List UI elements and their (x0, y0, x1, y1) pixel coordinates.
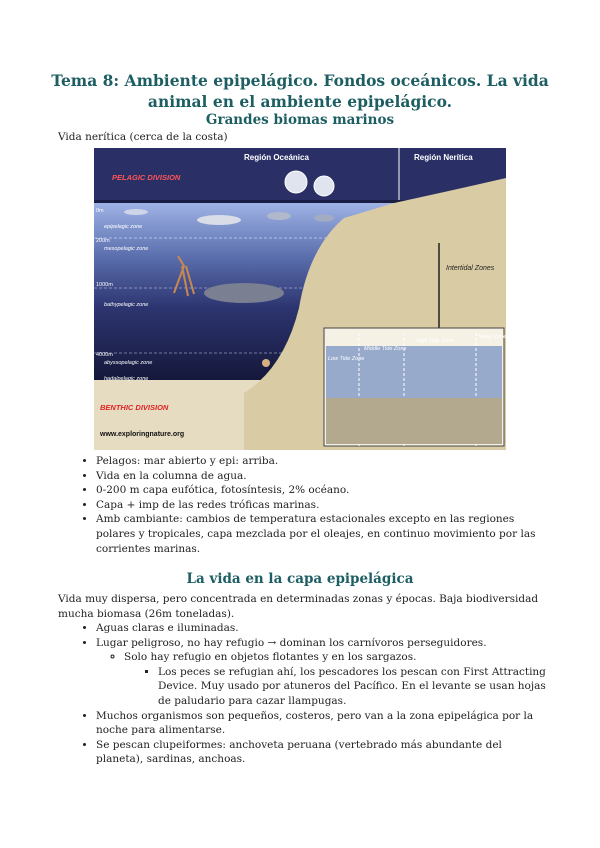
page-title: Tema 8: Ambiente epipelágico. Fondos oceánicos. La vida animal en el ambiente epipelágico. (51, 71, 549, 111)
sperm-whale (204, 283, 284, 303)
plankton-circle (285, 171, 307, 193)
credit-label: www.exploringnature.org (100, 431, 185, 438)
high-tide-label: High Tide Zone (416, 338, 454, 344)
benthic-division-label: BENTHIC DIVISION (100, 403, 169, 412)
tide-rocks (326, 398, 502, 444)
list-item: • Aguas claras e iluminadas. (96, 621, 548, 636)
region-oceanica-label: Región Oceánica (244, 153, 309, 162)
sub-sub-list-item: ▪ Los peces se refugian ahí, los pescadores los pescan con First Attracting Device. Muy usado por atuneros del Pacífico. En el levante se usan hojas de paludario para cazar llampugas. (158, 665, 548, 709)
zone-hadalpelagic: hadalpelagic zone (104, 376, 149, 382)
list-item: • Amb cambiante: cambios de temperatura estacionales excepto en las regiones polares y tropicales, capa mezclada por el oleajes, en continuo movimiento por las corrientes marinas. (96, 512, 548, 556)
depth-200m: 200m (96, 238, 110, 244)
fish (314, 215, 334, 222)
pelagic-division-label: PELAGIC DIVISION (112, 173, 181, 182)
list-item: • 0-200 m capa eufótica, fotosíntesis, 2% océano. (96, 483, 548, 498)
list-item: • Vida en la columna de agua. (96, 469, 548, 484)
list-item: • Se pescan clupeiformes: anchoveta peruana (vertebrado más abundante del planeta), sardinas, anchoas. (96, 738, 548, 767)
zone-bathypelagic: bathypelagic zone (104, 302, 149, 308)
section-heading-biomas: Grandes biomas marinos (205, 112, 395, 128)
depth-4000m: 4000m (96, 352, 113, 358)
list-item-text: Lugar peligroso, no hay refugio → dominan los carnívoros perseguidores. (96, 636, 487, 649)
dolphin (124, 209, 148, 215)
whale (197, 215, 241, 225)
depth-1000m: 1000m (96, 282, 113, 288)
sub-list-item (124, 650, 548, 708)
zone-epipelagic: epipelagic zone (104, 224, 143, 230)
list-item: • Pelagos: mar abierto y epi: arriba. (96, 454, 548, 469)
depth-0m: 0m (96, 208, 104, 214)
plankton-circle (314, 176, 334, 196)
spray-zone-label: Spray Zone (478, 334, 506, 340)
section2-intro: Vida muy dispersa, pero concentrada en determinadas zonas y épocas. Baja biodiversidad mucha biomasa (26m toneladas). (58, 593, 539, 620)
marine-zones-diagram (94, 148, 506, 450)
intro-text: Vida nerítica (cerca de la costa) (58, 131, 228, 143)
list-item: • Capa + imp de las redes tróficas marinas. (96, 498, 548, 513)
region-neritica-label: Región Nerítica (414, 153, 473, 162)
low-tide-label: Low Tide Zone (328, 356, 365, 362)
zone-mesopelagic: mesopelagic zone (104, 246, 149, 252)
bullet-list-1 (78, 454, 548, 556)
bullet-list-2 (78, 621, 548, 767)
list-item: • Muchos organismos son pequeños, costeros, pero van a la zona epipelágica por la noche para alimentarse. (96, 709, 548, 738)
deep-sea-creature (262, 359, 270, 367)
middle-tide-label: Middle Tide Zone (364, 346, 407, 352)
zone-abyssopelagic: abyssopelagic zone (104, 360, 153, 366)
fish (267, 212, 291, 220)
section-heading-epipelagica: La vida en la capa epipelágica (186, 571, 414, 587)
list-item (96, 636, 548, 709)
intertidal-label: Intertidal Zones (446, 265, 495, 272)
sub-list-item-text: Solo hay refugio en objetos flotantes y en los sargazos. (124, 651, 417, 664)
